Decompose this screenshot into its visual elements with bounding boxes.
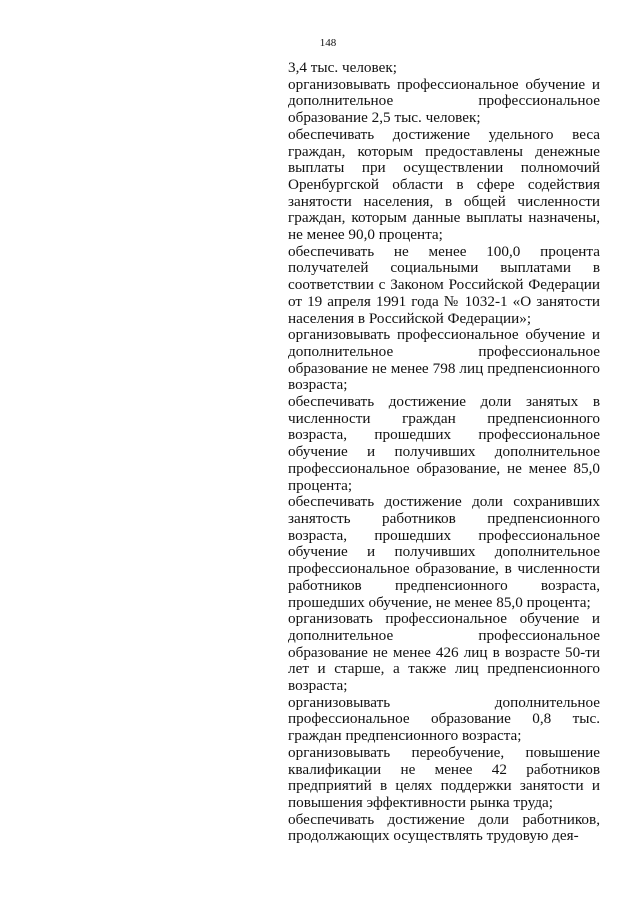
paragraph: организовывать профессиональное обучение и дополнительное профессиональное образование не менее 798 лиц предпенсионного возраста; (288, 326, 600, 394)
paragraph: 3,4 тыс. человек; (288, 59, 397, 76)
paragraph: обеспечивать достижение доли занятых в численности граждан предпенсионного возраста, прошедших профессиональное обучение и получивших дополнительное профессиональное образование, не менее 85,0 процента; (288, 393, 600, 494)
page-number: 148 (319, 37, 337, 49)
paragraph: обеспечивать достижение удельного веса граждан, которым предоставлены денежные выплаты при осуществлении полномочий Оренбургской области в сфере содействия занятости населения, в общей численности граждан, которым данные выплаты назначены, не менее 90,0 процента; (288, 125, 600, 244)
paragraph: обеспечивать достижение доли сохранивших занятость работников предпенсионного возраста, прошедших профессиональное обучение и получивших дополнительное профессиональное образование, в численности работников предпенсионного возраста, прошедших обучение, не менее 85,0 процента; (288, 493, 600, 611)
paragraph: организовать профессиональное обучение и дополнительное профессиональное образование не менее 426 лиц в возрасте 50-ти лет и старше, а также лиц предпенсионного возраста; (288, 610, 600, 695)
paragraph: обеспечивать достижение доли работников, продолжающих осуществлять трудовую дея- (288, 810, 600, 845)
paragraph: организовывать профессиональное обучение и дополнительное профессиональное образование 2,5 тыс. человек; (288, 75, 600, 127)
paragraph: обеспечивать не менее 100,0 процента получателей социальными выплатами в соответствии с Законом Российской Федерации от 19 апреля 1991 года № 1032-1 «О занятости населения в Российской Федерации»; (288, 242, 600, 327)
text-column (288, 60, 600, 845)
paragraph: организовывать дополнительное профессиональное образование 0,8 тыс. граждан предпенсионного возраста; (288, 693, 600, 745)
paragraph: организовывать переобучение, повышение квалификации не менее 42 работников предприятий в целях поддержки занятости и повышения эффективности рынка труда; (288, 743, 600, 811)
